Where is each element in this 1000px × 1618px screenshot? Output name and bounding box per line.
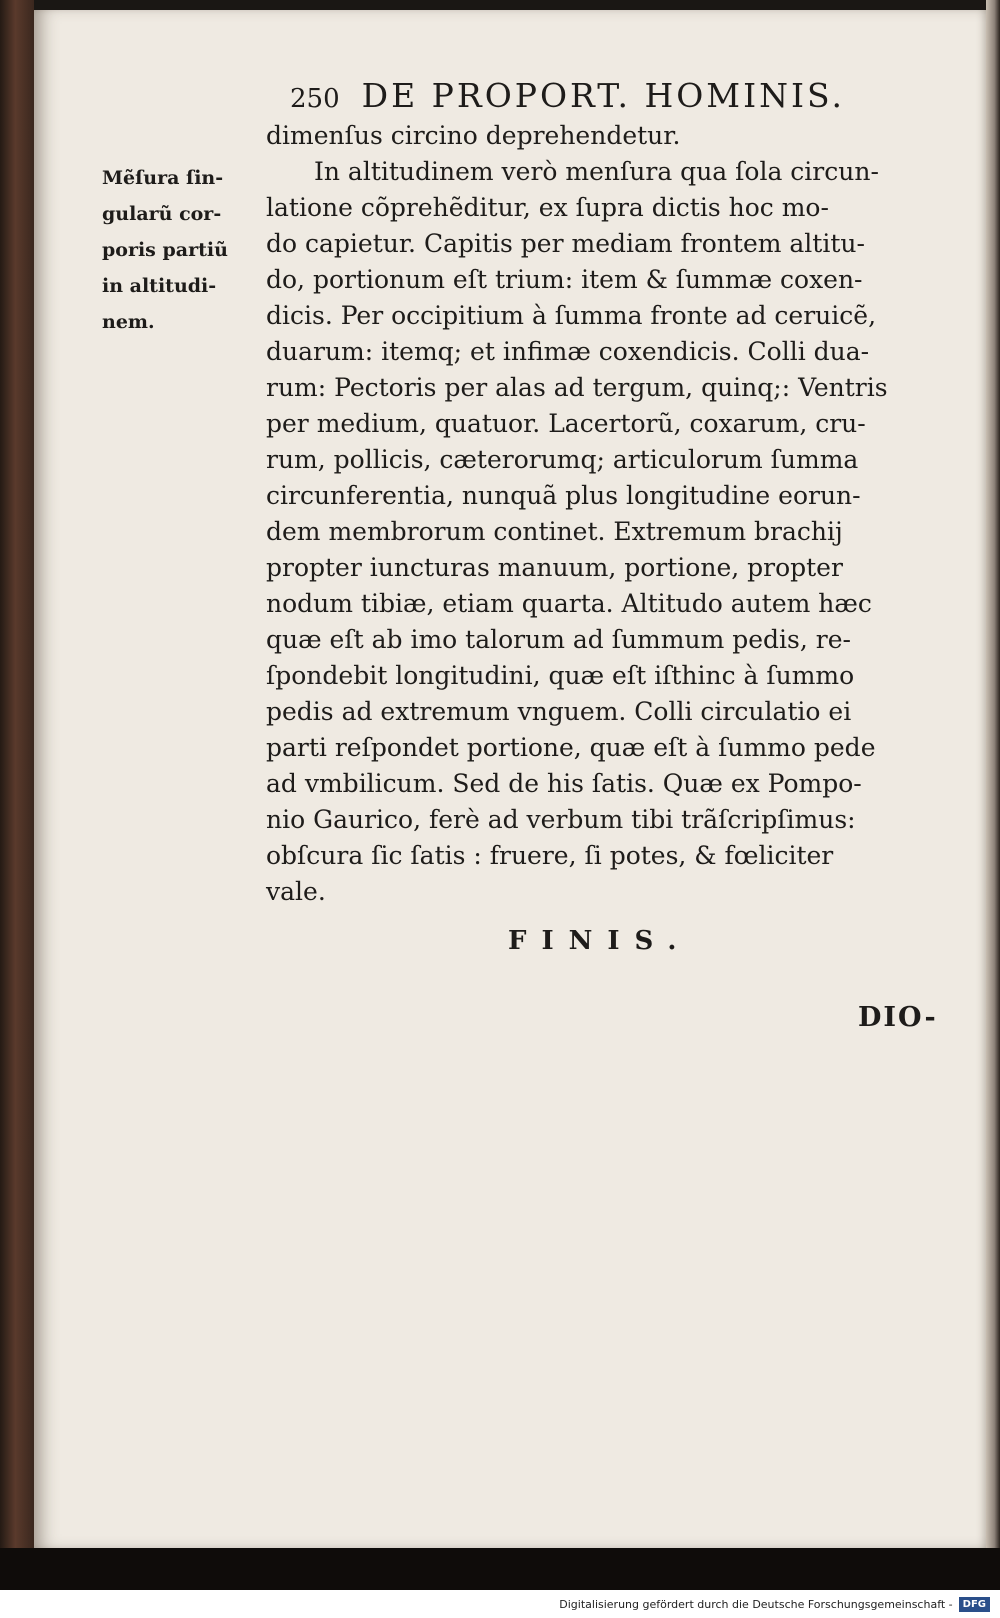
margin-note-line: nem. [102, 311, 155, 333]
text-line: dicis. Per occipitium à ſumma fronte ad ceruicẽ, [266, 301, 877, 330]
text-line: rum, pollicis, cæterorumq; articulorum ſumma [266, 445, 859, 474]
finis-heading: FINIS. [508, 926, 692, 956]
text-line: nio Gaurico, ferè ad verbum tibi trãſcripſimus: [266, 805, 856, 834]
text-line: rum: Pectoris per alas ad tergum, quinq;: Ventris [266, 373, 888, 402]
page-number: 250 [290, 84, 340, 114]
text-line: do capietur. Capitis per mediam frontem altitu- [266, 229, 865, 258]
digitization-credit [559, 1594, 990, 1614]
margin-note [102, 160, 262, 340]
text-line: propter iuncturas manuum, portione, propter [266, 553, 843, 582]
margin-note-line: poris partiũ [102, 239, 228, 261]
text-line: dem membrorum continet. Extremum brachij [266, 517, 843, 546]
text-line: duarum: itemq; et infimæ coxendicis. Colli dua- [266, 337, 870, 366]
running-header [290, 76, 930, 115]
running-title: DE PROPORT. HOMINIS. [361, 76, 845, 115]
text-line: obſcura ſic ſatis : fruere, ſi potes, & fœliciter [266, 841, 834, 870]
margin-note-line: in altitudi- [102, 275, 217, 297]
text-line: pedis ad extremum vnguem. Colli circulatio ei [266, 697, 852, 726]
text-line: circunferentia, nunquã plus longitudine eorun- [266, 481, 861, 510]
credit-text: Digitalisierung gefördert durch die Deutsche Forschungsgemeinschaft - [559, 1597, 953, 1611]
text-line: dimenſus circino deprehendetur. [266, 121, 681, 150]
text-line: In altitudinem verò menſura qua ſola circun- [314, 157, 879, 186]
text-line: ſpondebit longitudini, quæ eſt iſthinc à ſummo [266, 661, 855, 690]
text-line: parti reſpondet portione, quæ eſt à ſummo pede [266, 733, 876, 762]
text-line: per medium, quatuor. Lacertorũ, coxarum, cru- [266, 409, 866, 438]
margin-note-line: Mẽſura ſin- [102, 167, 224, 189]
book-spine-edge [0, 0, 34, 1560]
page-edge-right [986, 0, 1000, 1560]
text-line: quæ eſt ab imo talorum ad ſummum pedis, re- [266, 625, 851, 654]
body-text [266, 118, 966, 910]
dfg-logo: DFG [959, 1597, 990, 1612]
text-line: do, portionum eſt trium: item & ſummæ coxen- [266, 265, 863, 294]
margin-note-line: gularũ cor- [102, 203, 222, 225]
scan-bottom-edge [0, 1548, 1000, 1590]
text-line: nodum tibiæ, etiam quarta. Altitudo autem hæc [266, 589, 872, 618]
text-line: vale. [266, 877, 326, 906]
catchword: DIO- [858, 1002, 938, 1033]
text-line: ad vmbilicum. Sed de his ſatis. Quæ ex Pompo- [266, 769, 862, 798]
text-line: latione cõprehẽditur, ex ſupra dictis hoc mo- [266, 193, 829, 222]
